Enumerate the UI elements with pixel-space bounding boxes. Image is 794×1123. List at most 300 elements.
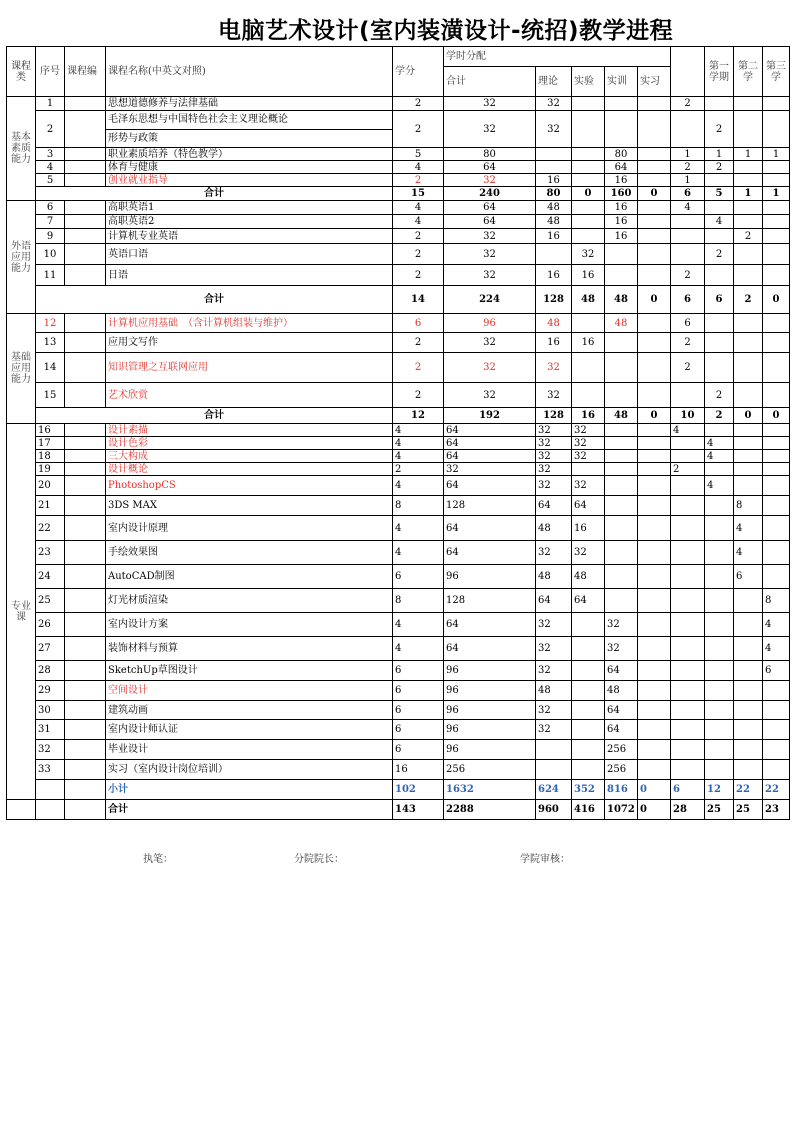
course-s1 — [671, 437, 705, 450]
course-name: 计算机应用基础 （含计算机组装与维护） — [106, 314, 393, 333]
course-credit: 2 — [393, 244, 444, 265]
table-row — [7, 97, 790, 111]
course-s2 — [705, 661, 734, 681]
course-lab — [572, 111, 605, 148]
course-practice: 16 — [605, 174, 638, 187]
course-theory: 32 — [536, 476, 572, 496]
sum-credit: 15 — [393, 187, 444, 201]
course-intern — [638, 476, 671, 496]
table-row — [7, 111, 790, 148]
course-credit: 4 — [393, 613, 444, 637]
table-row — [7, 265, 790, 286]
course-total: 32 — [444, 333, 536, 353]
course-total: 64 — [444, 516, 536, 541]
table-row — [7, 174, 790, 187]
course-lab: 48 — [572, 565, 605, 589]
course-credit: 2 — [393, 265, 444, 286]
footer-writer: 执笔： — [143, 854, 173, 865]
course-s3 — [734, 463, 763, 476]
course-name: 应用文写作 — [106, 333, 393, 353]
course-lab — [572, 201, 605, 215]
course-s4 — [763, 174, 790, 187]
header-category: 课程类 — [7, 47, 36, 97]
grand-s1: 28 — [671, 800, 705, 820]
course-intern — [638, 383, 671, 408]
course-s3 — [734, 97, 763, 111]
course-theory: 32 — [536, 383, 572, 408]
course-s4 — [763, 476, 790, 496]
course-lab — [572, 613, 605, 637]
course-intern — [638, 681, 671, 701]
table-row — [7, 476, 790, 496]
course-intern — [638, 516, 671, 541]
row-seq: 14 — [36, 353, 65, 383]
course-credit: 4 — [393, 161, 444, 174]
subtotal-row — [7, 187, 790, 201]
course-practice — [605, 565, 638, 589]
course-s2 — [705, 613, 734, 637]
course-credit: 4 — [393, 201, 444, 215]
table-row — [7, 353, 790, 383]
course-total: 64 — [444, 450, 536, 463]
subtotal-row-major — [7, 780, 790, 800]
course-s1 — [671, 244, 705, 265]
course-s4 — [763, 229, 790, 244]
course-theory: 48 — [536, 516, 572, 541]
course-s3 — [734, 720, 763, 740]
course-lab — [572, 174, 605, 187]
course-theory: 64 — [536, 589, 572, 613]
course-total: 32 — [444, 229, 536, 244]
course-name: 室内设计原理 — [106, 516, 393, 541]
footer-review: 学院审核： — [520, 854, 570, 865]
course-name: 室内设计方案 — [106, 613, 393, 637]
course-s1 — [671, 516, 705, 541]
table-row — [7, 201, 790, 215]
course-s1 — [671, 720, 705, 740]
row-seq: 27 — [36, 637, 65, 661]
course-total: 128 — [444, 589, 536, 613]
course-name: 设计概论 — [106, 463, 393, 476]
course-intern — [638, 353, 671, 383]
row-seq: 17 — [36, 437, 65, 450]
course-name: 计算机专业英语 — [106, 229, 393, 244]
course-intern — [638, 265, 671, 286]
sum-s3: 2 — [734, 286, 763, 314]
header-total: 合计 — [444, 67, 536, 97]
table-row — [7, 661, 790, 681]
sum-practice: 816 — [605, 780, 638, 800]
course-name: 装饰材料与预算 — [106, 637, 393, 661]
course-s4 — [763, 541, 790, 565]
course-name: 日语 — [106, 265, 393, 286]
course-theory: 48 — [536, 565, 572, 589]
course-practice: 48 — [605, 314, 638, 333]
row-seq: 3 — [36, 148, 65, 161]
sum-total: 1632 — [444, 780, 536, 800]
grand-total-label: 合计 — [106, 800, 393, 820]
row-seq: 26 — [36, 613, 65, 637]
course-lab — [572, 215, 605, 229]
course-theory: 48 — [536, 215, 572, 229]
course-name: 艺术欣赏 — [106, 383, 393, 408]
course-total: 96 — [444, 740, 536, 760]
course-total: 64 — [444, 541, 536, 565]
course-name: 思想道德修养与法律基础 — [106, 97, 393, 111]
course-s2 — [705, 201, 734, 215]
course-s3 — [734, 111, 763, 148]
course-s3: 4 — [734, 516, 763, 541]
course-name-secondary: 形势与政策 — [108, 133, 158, 144]
row-seq: 12 — [36, 314, 65, 333]
course-theory: 32 — [536, 450, 572, 463]
course-s4 — [763, 681, 790, 701]
grand-total-row — [7, 800, 790, 820]
row-seq: 31 — [36, 720, 65, 740]
row-seq: 33 — [36, 760, 65, 780]
subtotal-row — [7, 408, 790, 424]
sum-practice: 160 — [605, 187, 638, 201]
course-s2 — [705, 496, 734, 516]
course-name: 实习（室内设计岗位培训） — [106, 760, 393, 780]
course-name: 灯光材质渲染 — [106, 589, 393, 613]
table-row — [7, 229, 790, 244]
course-s1: 1 — [671, 148, 705, 161]
header-seq: 序号 — [36, 47, 65, 97]
subtotal-label: 合计 — [36, 408, 393, 424]
course-s3 — [734, 353, 763, 383]
course-credit: 6 — [393, 740, 444, 760]
course-credit: 6 — [393, 314, 444, 333]
course-credit: 4 — [393, 437, 444, 450]
grand-intern: 0 — [638, 800, 671, 820]
course-s3 — [734, 437, 763, 450]
sum-intern: 0 — [638, 780, 671, 800]
course-s3 — [734, 661, 763, 681]
table-row — [7, 244, 790, 265]
course-total: 96 — [444, 681, 536, 701]
course-s4 — [763, 97, 790, 111]
course-credit: 4 — [393, 516, 444, 541]
course-theory: 48 — [536, 681, 572, 701]
course-s3 — [734, 201, 763, 215]
course-lab — [572, 383, 605, 408]
course-credit: 2 — [393, 383, 444, 408]
course-s2: 4 — [705, 437, 734, 450]
course-s1: 4 — [671, 424, 705, 437]
course-practice — [605, 437, 638, 450]
course-s1 — [671, 111, 705, 148]
course-s2 — [705, 541, 734, 565]
course-credit: 2 — [393, 353, 444, 383]
table-row — [7, 463, 790, 476]
course-lab — [572, 148, 605, 161]
sum-theory: 80 — [536, 187, 572, 201]
header-row-1 — [7, 47, 790, 67]
course-practice — [605, 589, 638, 613]
course-intern — [638, 740, 671, 760]
course-s4 — [763, 215, 790, 229]
course-s1 — [671, 681, 705, 701]
course-theory: 48 — [536, 201, 572, 215]
header-semester-3: 第三学 — [763, 47, 790, 97]
course-credit: 8 — [393, 589, 444, 613]
sum-s2: 2 — [705, 408, 734, 424]
course-credit: 6 — [393, 701, 444, 720]
course-s1 — [671, 760, 705, 780]
course-lab — [572, 161, 605, 174]
course-credit: 2 — [393, 174, 444, 187]
course-lab: 32 — [572, 424, 605, 437]
course-theory — [536, 244, 572, 265]
course-s1 — [671, 565, 705, 589]
course-intern — [638, 463, 671, 476]
course-practice: 80 — [605, 148, 638, 161]
course-s4 — [763, 161, 790, 174]
course-credit: 2 — [393, 97, 444, 111]
course-s2 — [705, 701, 734, 720]
course-total: 64 — [444, 613, 536, 637]
course-intern — [638, 333, 671, 353]
course-s1 — [671, 613, 705, 637]
course-intern — [638, 97, 671, 111]
course-s2 — [705, 740, 734, 760]
course-intern — [638, 314, 671, 333]
course-theory: 16 — [536, 174, 572, 187]
row-seq: 29 — [36, 681, 65, 701]
course-lab — [572, 353, 605, 383]
table-row — [7, 541, 790, 565]
course-s3 — [734, 589, 763, 613]
course-theory: 32 — [536, 437, 572, 450]
course-s4: 4 — [763, 637, 790, 661]
course-credit: 6 — [393, 661, 444, 681]
course-total: 64 — [444, 201, 536, 215]
course-lab — [572, 740, 605, 760]
course-intern — [638, 148, 671, 161]
course-s1 — [671, 383, 705, 408]
course-lab: 32 — [572, 476, 605, 496]
course-lab — [572, 637, 605, 661]
course-s2: 2 — [705, 244, 734, 265]
course-total: 96 — [444, 661, 536, 681]
course-total: 256 — [444, 760, 536, 780]
course-s3 — [734, 174, 763, 187]
course-lab — [572, 661, 605, 681]
table-row — [7, 681, 790, 701]
subtotal-label: 合计 — [36, 286, 393, 314]
page-title: 电脑艺术设计(室内装潢设计-统招)教学进程 — [218, 18, 674, 44]
course-lab: 32 — [572, 437, 605, 450]
course-credit: 5 — [393, 148, 444, 161]
course-s2: 4 — [705, 450, 734, 463]
course-s4 — [763, 516, 790, 541]
course-s3 — [734, 701, 763, 720]
course-name: 高职英语1 — [106, 201, 393, 215]
section-foreign: 外语应用能力 — [7, 201, 36, 314]
course-credit: 2 — [393, 111, 444, 148]
grand-s2: 25 — [705, 800, 734, 820]
course-lab: 32 — [572, 244, 605, 265]
course-s1 — [671, 740, 705, 760]
course-intern — [638, 161, 671, 174]
sum-intern: 0 — [638, 187, 671, 201]
course-s1 — [671, 476, 705, 496]
course-credit: 6 — [393, 720, 444, 740]
row-seq: 1 — [36, 97, 65, 111]
row-seq: 2 — [36, 111, 65, 148]
table-row — [7, 760, 790, 780]
course-s2 — [705, 565, 734, 589]
course-s3 — [734, 314, 763, 333]
course-s1: 4 — [671, 201, 705, 215]
course-lab — [572, 229, 605, 244]
table-row — [7, 450, 790, 463]
course-s4 — [763, 701, 790, 720]
course-practice — [605, 353, 638, 383]
course-s2: 4 — [705, 215, 734, 229]
course-s4 — [763, 496, 790, 516]
course-intern — [638, 111, 671, 148]
course-name: 毛泽东思想与中国特色社会主义理论概论 — [106, 111, 392, 130]
course-s3: 2 — [734, 229, 763, 244]
course-credit: 4 — [393, 450, 444, 463]
section-basic: 基本素质能力 — [7, 97, 36, 201]
course-s3 — [734, 476, 763, 496]
course-practice: 256 — [605, 740, 638, 760]
row-seq: 10 — [36, 244, 65, 265]
course-lab: 32 — [572, 541, 605, 565]
course-s2 — [705, 637, 734, 661]
course-lab — [572, 97, 605, 111]
course-s1 — [671, 661, 705, 681]
sum-s3: 22 — [734, 780, 763, 800]
course-name: 室内设计师认证 — [106, 720, 393, 740]
course-s2 — [705, 353, 734, 383]
course-s4 — [763, 383, 790, 408]
course-total: 64 — [444, 424, 536, 437]
grand-s3: 25 — [734, 800, 763, 820]
course-theory — [536, 161, 572, 174]
subtotal-row — [7, 286, 790, 314]
course-practice: 16 — [605, 215, 638, 229]
course-total: 96 — [444, 565, 536, 589]
row-seq: 21 — [36, 496, 65, 516]
course-theory: 32 — [536, 637, 572, 661]
sum-credit: 102 — [393, 780, 444, 800]
sum-intern: 0 — [638, 286, 671, 314]
subtotal-label: 合计 — [36, 187, 393, 201]
course-name: 手绘效果图 — [106, 541, 393, 565]
table-row — [7, 496, 790, 516]
table-row — [7, 148, 790, 161]
course-s3 — [734, 383, 763, 408]
header-practice: 实训 — [605, 67, 638, 97]
course-credit: 4 — [393, 215, 444, 229]
course-name: 3DS MAX — [106, 496, 393, 516]
course-lab — [572, 760, 605, 780]
course-s4 — [763, 265, 790, 286]
subtotal-label: 小计 — [106, 780, 393, 800]
course-s2: 2 — [705, 383, 734, 408]
course-total: 96 — [444, 701, 536, 720]
course-lab: 16 — [572, 333, 605, 353]
course-s2 — [705, 720, 734, 740]
course-name: 毕业设计 — [106, 740, 393, 760]
course-intern — [638, 541, 671, 565]
course-intern — [638, 201, 671, 215]
course-intern — [638, 174, 671, 187]
course-theory: 32 — [536, 613, 572, 637]
sum-lab: 16 — [572, 408, 605, 424]
course-practice — [605, 541, 638, 565]
course-s4: 1 — [763, 148, 790, 161]
course-practice: 64 — [605, 161, 638, 174]
course-s4 — [763, 424, 790, 437]
course-practice — [605, 97, 638, 111]
table-row — [7, 565, 790, 589]
table-row — [7, 637, 790, 661]
course-name: 三大构成 — [106, 450, 393, 463]
course-total: 64 — [444, 437, 536, 450]
course-s4: 6 — [763, 661, 790, 681]
sum-lab: 0 — [572, 187, 605, 201]
course-name: 职业素质培养（特色教学） — [106, 148, 393, 161]
section-major: 专业课 — [7, 424, 36, 800]
sum-s1: 10 — [671, 408, 705, 424]
course-practice — [605, 463, 638, 476]
course-total: 64 — [444, 476, 536, 496]
course-intern — [638, 244, 671, 265]
course-s2 — [705, 760, 734, 780]
table-row — [7, 589, 790, 613]
table-row — [7, 701, 790, 720]
course-theory — [536, 740, 572, 760]
course-intern — [638, 661, 671, 681]
course-practice — [605, 244, 638, 265]
course-s4 — [763, 111, 790, 148]
course-intern — [638, 701, 671, 720]
sum-practice: 48 — [605, 408, 638, 424]
course-s4 — [763, 437, 790, 450]
course-theory: 16 — [536, 333, 572, 353]
row-seq: 11 — [36, 265, 65, 286]
course-lab — [572, 463, 605, 476]
course-s3: 4 — [734, 541, 763, 565]
sum-credit: 12 — [393, 408, 444, 424]
course-practice — [605, 265, 638, 286]
course-total: 64 — [444, 215, 536, 229]
grand-s4: 23 — [763, 800, 790, 820]
course-s4 — [763, 760, 790, 780]
course-s1: 2 — [671, 353, 705, 383]
sum-theory: 128 — [536, 408, 572, 424]
course-s1 — [671, 637, 705, 661]
course-lab — [572, 681, 605, 701]
course-practice: 64 — [605, 720, 638, 740]
course-credit: 2 — [393, 333, 444, 353]
course-total: 80 — [444, 148, 536, 161]
course-practice — [605, 496, 638, 516]
course-s4: 4 — [763, 613, 790, 637]
course-s2 — [705, 229, 734, 244]
sum-s4: 0 — [763, 286, 790, 314]
course-s3 — [734, 637, 763, 661]
course-s4 — [763, 333, 790, 353]
course-credit: 4 — [393, 637, 444, 661]
course-s1: 6 — [671, 314, 705, 333]
grand-lab: 416 — [572, 800, 605, 820]
